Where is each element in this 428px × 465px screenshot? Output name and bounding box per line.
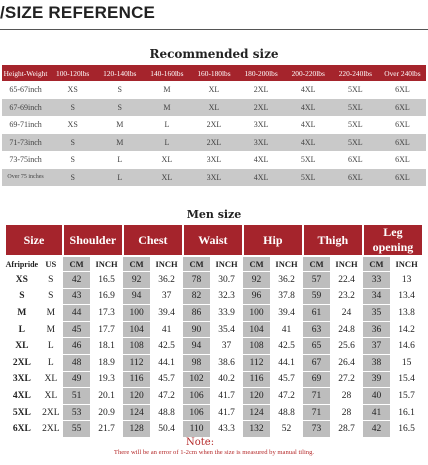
- recommended-cell: L: [96, 151, 143, 169]
- recommended-cell: 4XL: [285, 81, 332, 99]
- recommended-cell: L: [143, 134, 190, 152]
- men-size-cell: 52: [270, 421, 303, 438]
- men-size-cell: 43.3: [210, 421, 243, 438]
- men-size-cell: 92: [243, 272, 270, 289]
- men-size-cell: M: [39, 305, 63, 322]
- recommended-cell: 65-67inch: [2, 81, 49, 99]
- men-size-row: [5, 272, 423, 289]
- men-size-cell: 53: [63, 404, 90, 421]
- recommended-cell: 2XL: [238, 81, 285, 99]
- recommended-cell: 6XL: [332, 151, 379, 169]
- recommended-cell: S: [96, 81, 143, 99]
- men-size-cell: 44.1: [270, 354, 303, 371]
- men-size-cell: 16.5: [90, 272, 123, 289]
- recommended-size-table: [2, 65, 426, 186]
- recommended-header-cell: 160-180lbs: [190, 65, 237, 81]
- men-size-row: [5, 371, 423, 388]
- men-size-cell: 18.9: [90, 354, 123, 371]
- men-size-cell: 61: [303, 305, 330, 322]
- note-title: Note:: [186, 437, 215, 448]
- men-size-cell: 16.5: [390, 421, 423, 438]
- men-unit-cell: INCH: [270, 256, 303, 272]
- men-unit-cell: CM: [303, 256, 330, 272]
- men-size-cell: 65: [303, 338, 330, 355]
- men-size-cell: 34: [363, 288, 390, 305]
- recommended-cell: M: [96, 116, 143, 134]
- men-size-cell: 13.4: [390, 288, 423, 305]
- men-size-cell: 18.1: [90, 338, 123, 355]
- men-size-cell: 24.8: [330, 321, 363, 338]
- title-divider: [0, 29, 428, 30]
- recommended-cell: M: [143, 81, 190, 99]
- men-size-cell: 94: [183, 338, 210, 355]
- men-size-cell: 128: [123, 421, 150, 438]
- recommended-cell: 5XL: [332, 99, 379, 117]
- recommended-cell: 5XL: [332, 134, 379, 152]
- recommended-cell: 3XL: [190, 169, 237, 187]
- men-unit-cell: INCH: [90, 256, 123, 272]
- men-size-cell: M: [39, 321, 63, 338]
- men-size-table: [4, 223, 424, 438]
- recommended-cell: S: [49, 151, 96, 169]
- men-size-cell: 116: [243, 371, 270, 388]
- men-size-cell: S: [5, 288, 39, 305]
- men-unit-cell: CM: [243, 256, 270, 272]
- men-size-cell: S: [39, 272, 63, 289]
- men-size-cell: 92: [123, 272, 150, 289]
- men-size-cell: 33: [363, 272, 390, 289]
- men-size-cell: M: [5, 305, 39, 322]
- men-group-header-cell: Thigh: [303, 224, 363, 256]
- recommended-header-cell: 120-140lbs: [96, 65, 143, 81]
- recommended-cell: 67-69inch: [2, 99, 49, 117]
- recommended-cell: 5XL: [285, 169, 332, 187]
- recommended-cell: 6XL: [379, 81, 426, 99]
- men-group-header-row: [5, 224, 423, 256]
- recommended-cell: 6XL: [379, 151, 426, 169]
- men-group-header-cell: Leg opening: [363, 224, 423, 256]
- men-size-row: [5, 288, 423, 305]
- men-size-cell: 44: [63, 305, 90, 322]
- men-size-cell: 17.7: [90, 321, 123, 338]
- men-size-cell: 47.2: [150, 388, 183, 405]
- men-size-cell: 41: [270, 321, 303, 338]
- men-size-cell: 40: [363, 388, 390, 405]
- men-size-cell: 23.2: [330, 288, 363, 305]
- recommended-cell: M: [96, 134, 143, 152]
- men-size-cell: 2XL: [39, 404, 63, 421]
- men-size-cell: 57: [303, 272, 330, 289]
- men-unit-cell: INCH: [150, 256, 183, 272]
- men-size-cell: 41: [363, 404, 390, 421]
- men-group-header-cell: Size: [5, 224, 63, 256]
- men-size-cell: 120: [243, 388, 270, 405]
- recommended-cell: 73-75inch: [2, 151, 49, 169]
- men-size-cell: 86: [183, 305, 210, 322]
- men-size-cell: 41: [150, 321, 183, 338]
- men-size-cell: 37: [210, 338, 243, 355]
- recommended-cell: 2XL: [190, 116, 237, 134]
- recommended-header-cell: Height-Weight: [2, 65, 49, 81]
- men-unit-cell: US: [39, 256, 63, 272]
- recommended-cell: 71-73inch: [2, 134, 49, 152]
- men-size-cell: 42.5: [150, 338, 183, 355]
- men-group-header-cell: Chest: [123, 224, 183, 256]
- men-size-cell: 19.3: [90, 371, 123, 388]
- men-size-cell: XL: [39, 371, 63, 388]
- men-size-cell: 98: [183, 354, 210, 371]
- recommended-cell: 4XL: [238, 169, 285, 187]
- men-size-cell: 100: [123, 305, 150, 322]
- men-size-cell: 48.8: [270, 404, 303, 421]
- men-size-cell: 108: [123, 338, 150, 355]
- recommended-row: [2, 81, 426, 99]
- men-size-title: Men size: [186, 208, 242, 221]
- recommended-cell: S: [49, 99, 96, 117]
- recommended-cell: 4XL: [238, 151, 285, 169]
- men-unit-cell: CM: [123, 256, 150, 272]
- men-size-cell: 13.8: [390, 305, 423, 322]
- men-size-cell: 37: [150, 288, 183, 305]
- men-size-cell: 104: [123, 321, 150, 338]
- men-size-cell: 108: [243, 338, 270, 355]
- men-size-row: [5, 388, 423, 405]
- men-size-cell: 32.3: [210, 288, 243, 305]
- recommended-row: [2, 169, 426, 187]
- recommended-cell: 4XL: [285, 116, 332, 134]
- men-size-cell: 40.2: [210, 371, 243, 388]
- men-size-cell: 35.4: [210, 321, 243, 338]
- men-size-cell: 82: [183, 288, 210, 305]
- men-size-cell: 27.2: [330, 371, 363, 388]
- recommended-header-cell: 200-220lbs: [285, 65, 332, 81]
- men-size-cell: 69: [303, 371, 330, 388]
- men-size-cell: XL: [39, 388, 63, 405]
- men-unit-cell: CM: [63, 256, 90, 272]
- men-size-cell: 2XL: [39, 421, 63, 438]
- men-size-cell: 24: [330, 305, 363, 322]
- men-unit-cell: CM: [363, 256, 390, 272]
- recommended-cell: XL: [143, 169, 190, 187]
- men-size-cell: 48: [63, 354, 90, 371]
- recommended-cell: 3XL: [190, 151, 237, 169]
- recommended-cell: 5XL: [332, 116, 379, 134]
- men-size-cell: 104: [243, 321, 270, 338]
- men-size-cell: L: [5, 321, 39, 338]
- men-size-cell: 132: [243, 421, 270, 438]
- men-size-cell: L: [39, 354, 63, 371]
- men-size-row: [5, 354, 423, 371]
- recommended-cell: 6XL: [332, 169, 379, 187]
- men-size-cell: 45.7: [270, 371, 303, 388]
- men-size-cell: 51: [63, 388, 90, 405]
- men-size-cell: 28.7: [330, 421, 363, 438]
- men-size-cell: 16.1: [390, 404, 423, 421]
- men-unit-cell: INCH: [330, 256, 363, 272]
- men-size-cell: 41.7: [210, 404, 243, 421]
- men-size-cell: 17.3: [90, 305, 123, 322]
- men-size-cell: 71: [303, 404, 330, 421]
- men-unit-row: [5, 256, 423, 272]
- men-size-cell: 124: [123, 404, 150, 421]
- recommended-cell: L: [143, 116, 190, 134]
- men-size-cell: 28: [330, 404, 363, 421]
- men-size-cell: 39: [363, 371, 390, 388]
- men-unit-cell: INCH: [390, 256, 423, 272]
- recommended-cell: XS: [49, 81, 96, 99]
- men-size-row: [5, 404, 423, 421]
- men-size-cell: 112: [243, 354, 270, 371]
- men-size-cell: 71: [303, 388, 330, 405]
- men-size-cell: 21.7: [90, 421, 123, 438]
- recommended-cell: 6XL: [379, 169, 426, 187]
- recommended-row: [2, 151, 426, 169]
- men-size-cell: 22.4: [330, 272, 363, 289]
- men-unit-cell: Afripride: [5, 256, 39, 272]
- men-size-cell: 124: [243, 404, 270, 421]
- men-size-cell: 3XL: [5, 371, 39, 388]
- men-size-cell: 39.4: [150, 305, 183, 322]
- recommended-cell: XL: [190, 81, 237, 99]
- recommended-header-cell: 140-160lbs: [143, 65, 190, 81]
- recommended-cell: 6XL: [379, 116, 426, 134]
- recommended-header-row: [2, 65, 426, 81]
- men-size-cell: XS: [5, 272, 39, 289]
- men-size-cell: 15.7: [390, 388, 423, 405]
- men-size-cell: 42: [363, 421, 390, 438]
- recommended-cell: 3XL: [238, 134, 285, 152]
- men-size-cell: S: [39, 288, 63, 305]
- men-group-header-cell: Waist: [183, 224, 243, 256]
- recommended-cell: 4XL: [285, 99, 332, 117]
- men-size-cell: 33.9: [210, 305, 243, 322]
- men-size-cell: 16.9: [90, 288, 123, 305]
- recommended-cell: 5XL: [332, 81, 379, 99]
- recommended-cell: S: [96, 99, 143, 117]
- men-size-cell: 90: [183, 321, 210, 338]
- recommended-cell: XL: [143, 151, 190, 169]
- men-size-cell: 39.4: [270, 305, 303, 322]
- recommended-cell: 3XL: [238, 116, 285, 134]
- men-size-cell: 45: [63, 321, 90, 338]
- recommended-cell: M: [143, 99, 190, 117]
- recommended-cell: 2XL: [190, 134, 237, 152]
- men-size-cell: 59: [303, 288, 330, 305]
- recommended-row: [2, 134, 426, 152]
- recommended-size-title: Recommended size: [149, 47, 279, 61]
- men-size-row: [5, 305, 423, 322]
- men-size-cell: 112: [123, 354, 150, 371]
- recommended-cell: 6XL: [379, 134, 426, 152]
- men-size-cell: 44.1: [150, 354, 183, 371]
- recommended-row: [2, 99, 426, 117]
- men-size-cell: 36.2: [270, 272, 303, 289]
- men-size-cell: 37: [363, 338, 390, 355]
- men-size-cell: 36.2: [150, 272, 183, 289]
- note-text: There will be an error of 1-2cm when the size is measured by manual tiling.: [113, 449, 315, 456]
- recommended-cell: 4XL: [285, 134, 332, 152]
- men-size-row: [5, 338, 423, 355]
- men-size-cell: 116: [123, 371, 150, 388]
- men-size-cell: 55: [63, 421, 90, 438]
- men-size-cell: 110: [183, 421, 210, 438]
- men-size-cell: 15: [390, 354, 423, 371]
- men-size-cell: 96: [243, 288, 270, 305]
- men-size-cell: 100: [243, 305, 270, 322]
- men-size-cell: 4XL: [5, 388, 39, 405]
- recommended-cell: XL: [190, 99, 237, 117]
- men-size-cell: 47.2: [270, 388, 303, 405]
- men-size-cell: 43: [63, 288, 90, 305]
- men-size-cell: 25.6: [330, 338, 363, 355]
- men-size-cell: 37.8: [270, 288, 303, 305]
- men-size-cell: 28: [330, 388, 363, 405]
- men-unit-cell: INCH: [210, 256, 243, 272]
- men-size-cell: 15.4: [390, 371, 423, 388]
- men-size-cell: 120: [123, 388, 150, 405]
- men-size-cell: 63: [303, 321, 330, 338]
- recommended-cell: S: [49, 134, 96, 152]
- recommended-header-cell: 100-120lbs: [49, 65, 96, 81]
- men-size-cell: 2XL: [5, 354, 39, 371]
- recommended-cell: 2XL: [238, 99, 285, 117]
- recommended-cell: Over 75 inches: [2, 169, 49, 187]
- men-size-cell: 94: [123, 288, 150, 305]
- men-size-cell: 13: [390, 272, 423, 289]
- men-size-cell: 38: [363, 354, 390, 371]
- men-size-cell: 6XL: [5, 421, 39, 438]
- recommended-cell: XS: [49, 116, 96, 134]
- men-unit-cell: CM: [183, 256, 210, 272]
- men-size-cell: 5XL: [5, 404, 39, 421]
- recommended-cell: 69-71inch: [2, 116, 49, 134]
- men-size-cell: 78: [183, 272, 210, 289]
- men-size-cell: 42: [63, 272, 90, 289]
- men-size-cell: 14.6: [390, 338, 423, 355]
- men-size-cell: 106: [183, 388, 210, 405]
- men-size-row: [5, 321, 423, 338]
- men-size-cell: 49: [63, 371, 90, 388]
- men-size-cell: 45.7: [150, 371, 183, 388]
- men-size-cell: 73: [303, 421, 330, 438]
- men-size-cell: 67: [303, 354, 330, 371]
- men-size-cell: XL: [5, 338, 39, 355]
- men-size-cell: 30.7: [210, 272, 243, 289]
- men-group-header-cell: Hip: [243, 224, 303, 256]
- men-size-cell: 50.4: [150, 421, 183, 438]
- men-size-cell: 36: [363, 321, 390, 338]
- men-size-cell: 41.7: [210, 388, 243, 405]
- men-size-cell: 42.5: [270, 338, 303, 355]
- men-size-cell: 20.9: [90, 404, 123, 421]
- men-size-cell: 26.4: [330, 354, 363, 371]
- recommended-header-cell: Over 240lbs: [379, 65, 426, 81]
- recommended-cell: 6XL: [379, 99, 426, 117]
- recommended-cell: L: [96, 169, 143, 187]
- men-size-cell: 106: [183, 404, 210, 421]
- men-size-cell: 38.6: [210, 354, 243, 371]
- recommended-cell: 5XL: [285, 151, 332, 169]
- recommended-cell: S: [49, 169, 96, 187]
- recommended-header-cell: 180-200lbs: [238, 65, 285, 81]
- men-size-cell: 35: [363, 305, 390, 322]
- men-size-cell: 102: [183, 371, 210, 388]
- men-size-cell: 48.8: [150, 404, 183, 421]
- men-size-cell: L: [39, 338, 63, 355]
- men-size-cell: 14.2: [390, 321, 423, 338]
- recommended-row: [2, 116, 426, 134]
- page-title: /SIZE REFERENCE: [0, 3, 156, 22]
- men-group-header-cell: Shoulder: [63, 224, 123, 256]
- men-size-cell: 20.1: [90, 388, 123, 405]
- men-size-row: [5, 421, 423, 438]
- recommended-header-cell: 220-240lbs: [332, 65, 379, 81]
- men-size-cell: 46: [63, 338, 90, 355]
